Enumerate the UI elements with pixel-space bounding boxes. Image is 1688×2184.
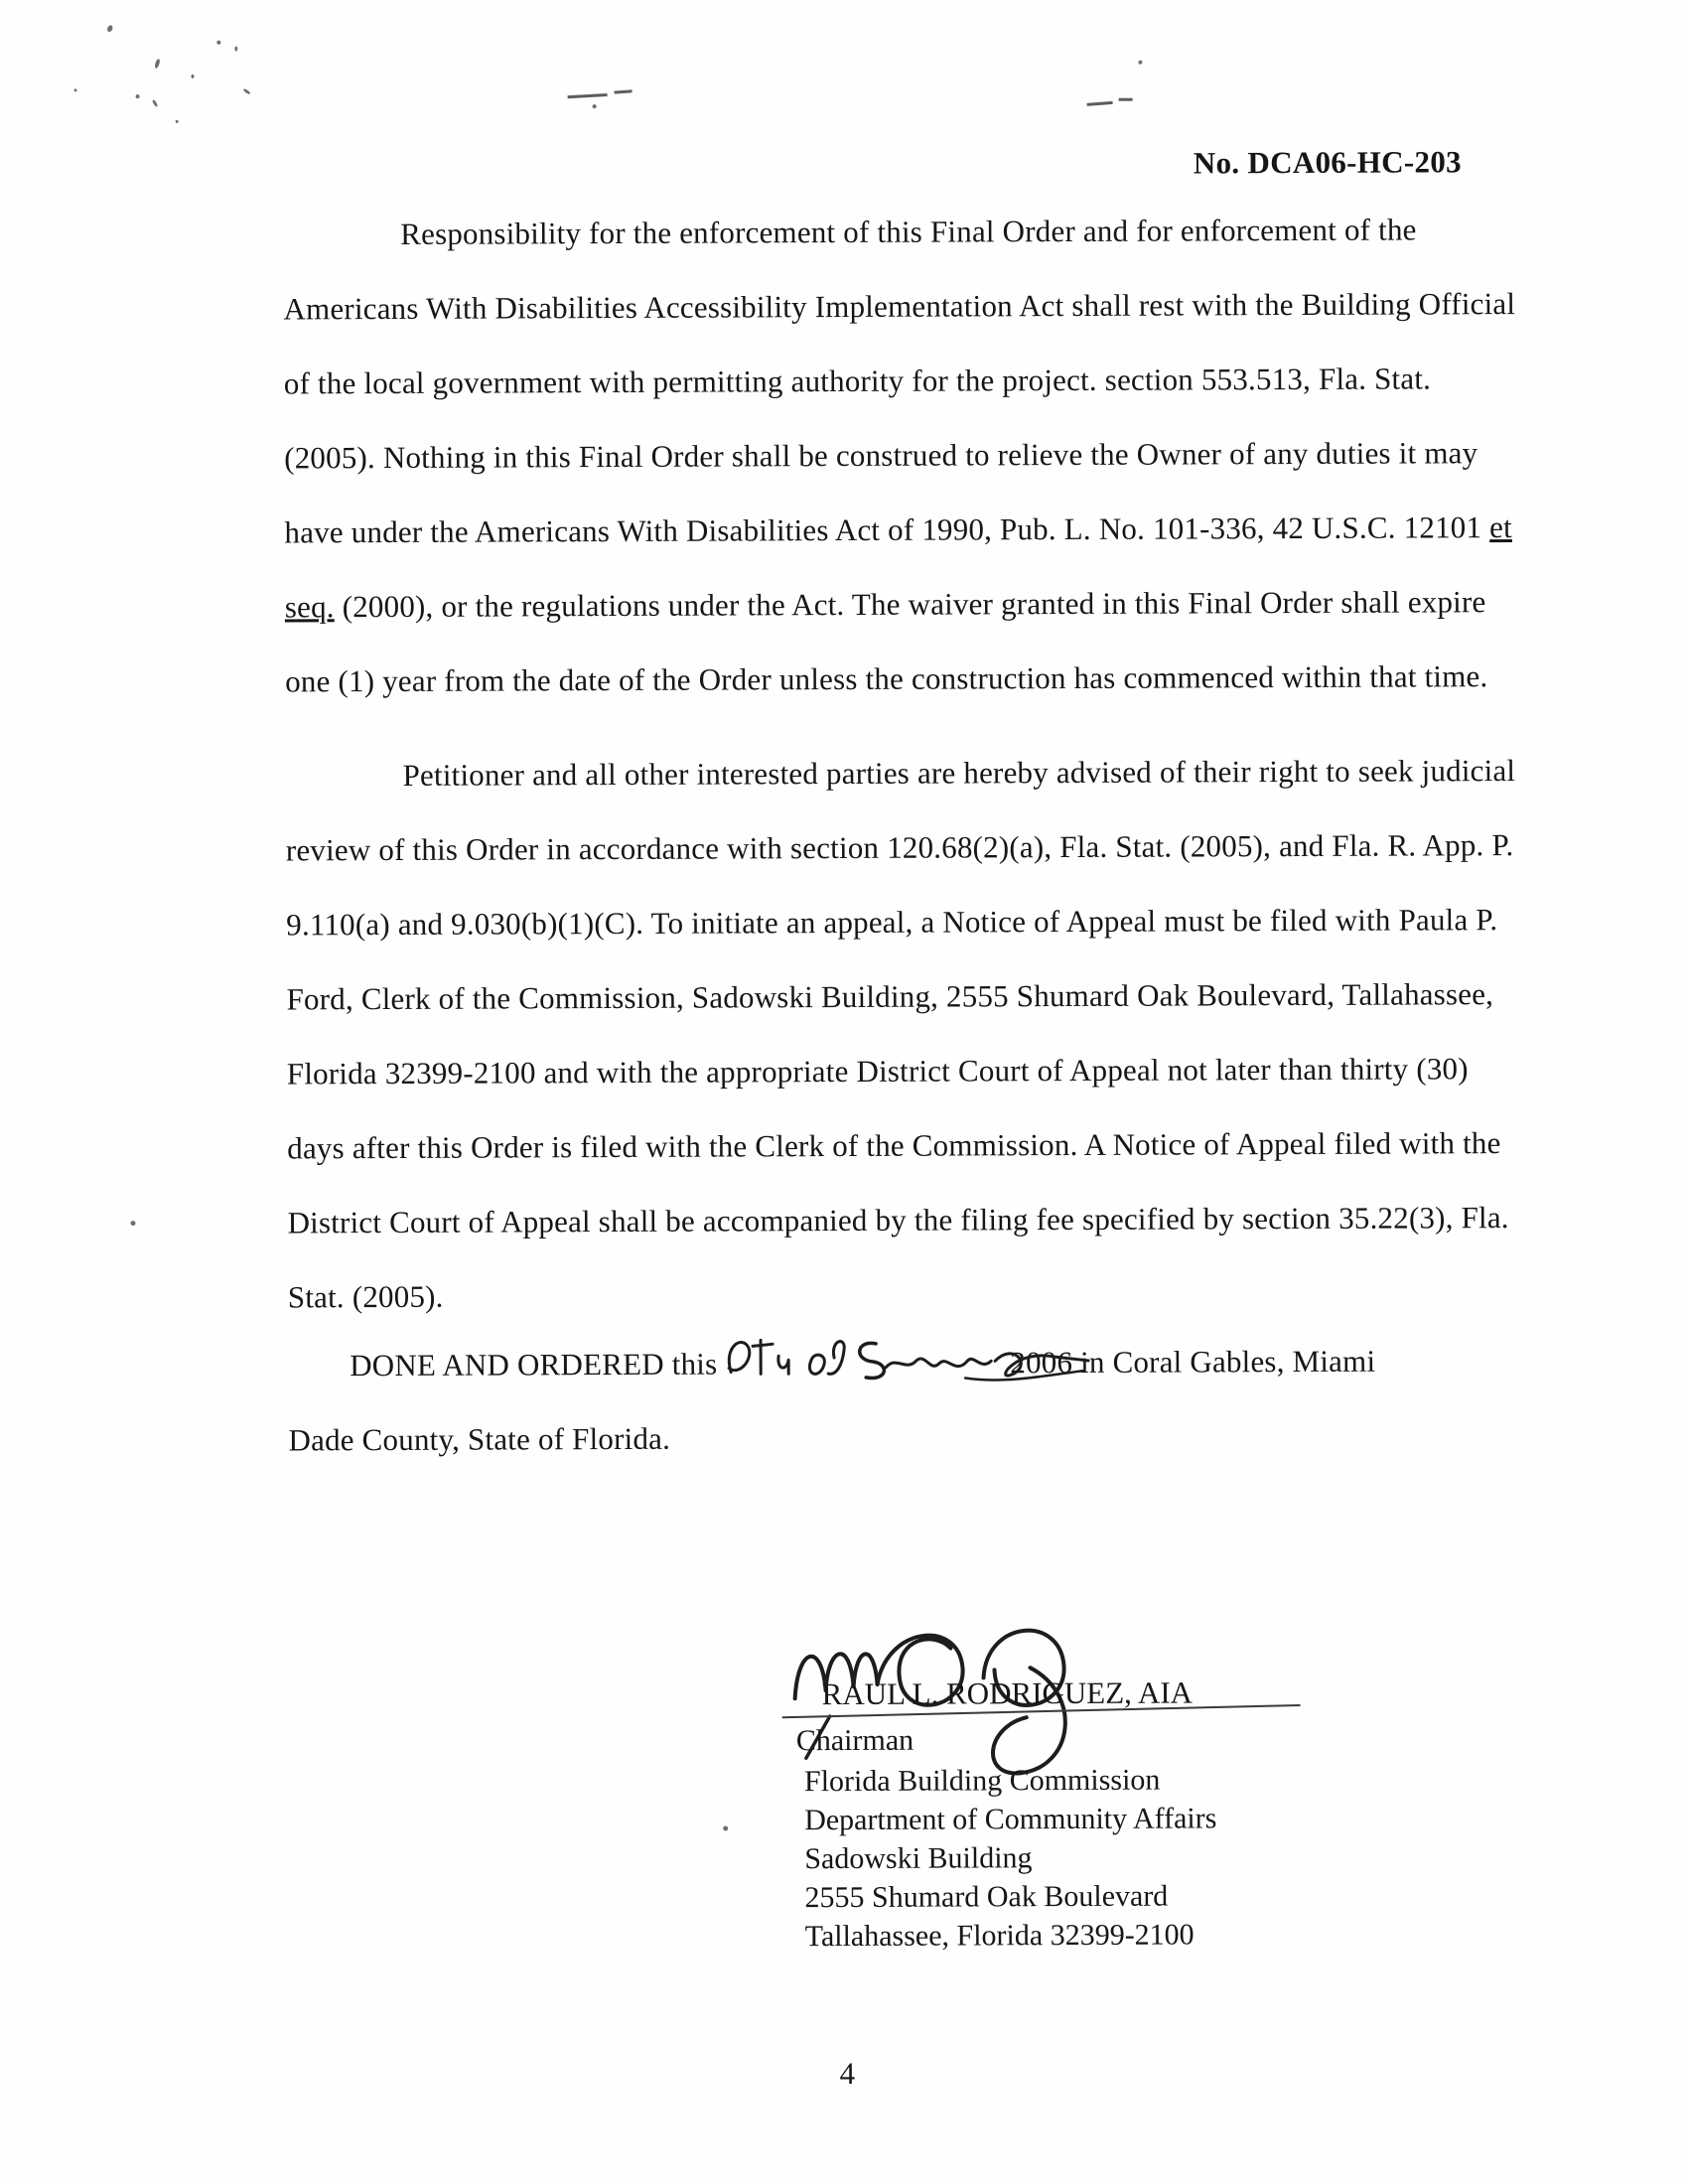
done-prefix: DONE AND ORDERED this xyxy=(350,1346,718,1383)
enforcement-text-after: (2000), or the regulations under the Act. The waiver granted in this Final Order shall expire one (1) year from the date of the Order unless the construction has commenced within that time. xyxy=(285,584,1488,699)
paragraph-appeal-rights: Petitioner and all other interested parties are hereby advised of their right to seek judicial review of this Order in accordance with section 120.68(2)(a), Fla. Stat. (2005), and Fla. R. App. P. 9.110(a) and 9.030(b)(1)(C). To initiate an appeal, a Notice of Appeal must be filed with Paula P. Ford, Clerk of the Commission, Sadowski Building, 2555 Shumard Oak Boulevard, Tallahassee, Florida 32399-2100 and with the appropriate District Court of Appeal not later than thirty (30) days after this Order is filed with the Clerk of the Commission. A Notice of Appeal filed with the District Court of Appeal shall be accompanied by the filing fee specified by section 35.22(3), Fla. Stat. (2005). xyxy=(285,753,1516,1315)
order-body xyxy=(283,192,1530,1477)
signer-name: RAUL L. RODRIGUEZ, AIA xyxy=(821,1674,1194,1712)
signature-block xyxy=(788,1674,1344,1954)
done-suffix: 2006 in Coral Gables, Miami xyxy=(1010,1343,1376,1381)
org-line: 2555 Shumard Oak Boulevard xyxy=(804,1879,1169,1915)
signer-organization-address xyxy=(804,1760,1217,1956)
scan-artifact xyxy=(152,99,159,107)
org-line: Tallahassee, Florida 32399-2100 xyxy=(804,1918,1195,1954)
scan-artifact xyxy=(593,104,597,108)
scan-artifact xyxy=(154,59,161,70)
done-and-ordered-paragraph xyxy=(288,1323,1530,1477)
scan-artifact xyxy=(136,94,140,98)
scan-artifact xyxy=(191,74,194,78)
signer-title: Chairman xyxy=(795,1723,914,1758)
org-line: Department of Community Affairs xyxy=(804,1802,1217,1837)
scan-artifact-dash xyxy=(614,89,632,93)
scan-artifact-dash xyxy=(568,93,608,98)
case-number: No. DCA06-HC-203 xyxy=(1193,144,1462,181)
scan-artifact xyxy=(1138,61,1142,65)
scan-artifact xyxy=(106,24,113,32)
page-number: 4 xyxy=(839,2055,856,2092)
scan-artifact-cluster xyxy=(0,0,1684,4)
org-line: Florida Building Commission xyxy=(803,1763,1161,1799)
scan-artifact xyxy=(234,47,237,52)
done-and-ordered-line xyxy=(288,1323,1529,1402)
scan-artifact xyxy=(74,88,77,91)
org-line: Sadowski Building xyxy=(804,1841,1033,1876)
handwritten-date-ink xyxy=(717,1331,1094,1388)
scan-artifact-dash xyxy=(1087,101,1113,106)
scan-artifact xyxy=(131,1221,136,1226)
scan-artifact xyxy=(242,88,250,95)
enforcement-text-before: Responsibility for the enforcement of this Final Order and for enforcement of the Americans With Disabilities Accessibility Implementation Act shall rest with the Building Official of the local government with permitting authority for the project. section 553.513, Fla. Stat. (2005). Nothing in this Final Order shall be construed to relieve the Owner of any duties it may have under the Americans With Disabilities Act of 1990, Pub. L. No. 101-336, 42 U.S.C. 12101 xyxy=(283,212,1516,550)
scan-artifact xyxy=(723,1826,728,1831)
handwritten-date xyxy=(717,1335,1010,1387)
et-seq-citation: et seq. xyxy=(284,510,1512,625)
scan-artifact xyxy=(176,120,179,123)
done-continuation-line: Dade County, State of Florida. xyxy=(288,1420,671,1458)
scan-artifact-dash xyxy=(1119,98,1133,101)
paragraph-enforcement xyxy=(283,192,1526,718)
scan-artifact xyxy=(216,41,220,45)
